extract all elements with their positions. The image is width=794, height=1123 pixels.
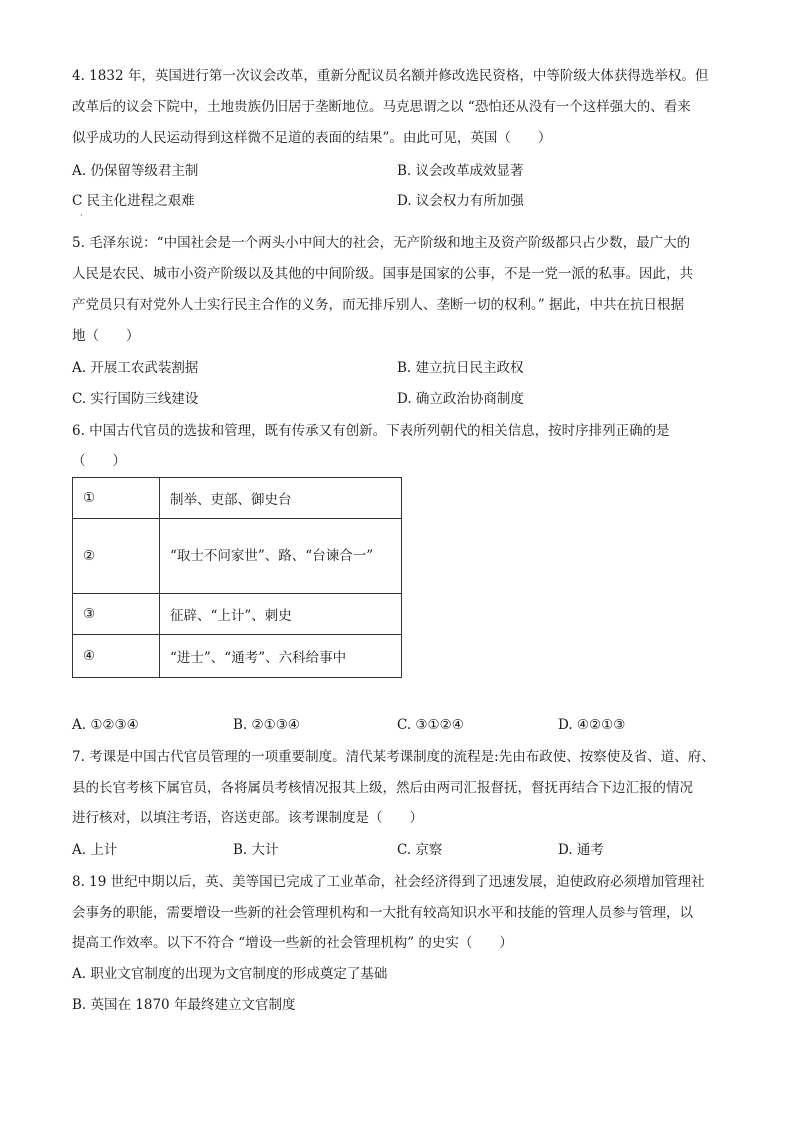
table-row	[73, 635, 402, 678]
q6-stem-line-2: （ ）	[72, 453, 126, 469]
q5-option-b[interactable]: B. 建立抗日民主政权	[397, 360, 524, 376]
table-row	[73, 519, 402, 594]
table-cell-text	[160, 519, 402, 594]
q8-option-a[interactable]: A. 职业文官制度的出现为文官制度的形成奠定了基础	[72, 966, 388, 982]
q6-option-d[interactable]: D. ④②①③	[558, 717, 626, 733]
q8-stem-line-3: 提高工作效率。以下不符合 “增设一些新的社会管理机构” 的史实（ ）	[72, 935, 513, 951]
table-row	[73, 594, 402, 635]
q4-option-c[interactable]: C 民主化进程之艰难	[72, 193, 195, 209]
table-cell-number: ①	[73, 478, 160, 519]
q7-option-b[interactable]: B. 大计	[233, 842, 279, 858]
table-cell-number: ③	[73, 594, 160, 635]
q8-stem-line-1: 8. 19 世纪中期以后，英、美等国已完成了工业革命，社会经济得到了迅速发展，迫使政府必须增加管理社	[72, 874, 705, 890]
q6-info-table	[72, 477, 402, 678]
q7-stem-line-2: 县的长官考核下属官员，各将属员考核情况报其上级，然后由两司汇报督抚，督抚再结合下边汇报的情况	[72, 780, 693, 796]
q6-option-b[interactable]: B. ②①③④	[233, 717, 300, 733]
q5-option-d[interactable]: D. 确立政治协商制度	[397, 391, 524, 407]
q4-option-b[interactable]: B. 议会改革成效显著	[397, 163, 524, 179]
q4-option-d[interactable]: D. 议会权力有所加强	[397, 193, 524, 209]
table-cell-wrapped-text: “取士不问家世”、路、“台谏合一”	[170, 548, 374, 564]
q7-option-d[interactable]: D. 通考	[558, 842, 604, 858]
q7-stem-line-3: 进行核对，以填注考语，咨送吏部。该考课制度是（ ）	[72, 810, 423, 826]
q5-stem-line-3: 产党员只有对党外人士实行民主合作的义务，而无排斥别人、垄断一切的权利。” 据此，中共在抗日根据	[72, 297, 684, 313]
q7-option-c[interactable]: C. 京察	[397, 842, 443, 858]
q5-stem-line-4: 地（ ）	[72, 328, 140, 344]
q7-option-a[interactable]: A. 上计	[72, 842, 118, 858]
q4-stem-line-1: 4. 1832 年，英国进行第一次议会改革，重新分配议员名额并修改选民资格，中等阶级大体获得选举权。但	[72, 68, 709, 84]
q4-option-a[interactable]: A. 仍保留等级君主制	[72, 163, 199, 179]
q6-stem-line-1: 6. 中国古代官员的选拔和管理，既有传承又有创新。下表所列朝代的相关信息，按时序排列正确的是	[72, 423, 670, 439]
table-row	[73, 478, 402, 519]
q5-option-c[interactable]: C. 实行国防三线建设	[72, 391, 199, 407]
table-cell-text: 征辟、“上计”、刺史	[160, 594, 402, 635]
q6-option-c[interactable]: C. ③①②④	[397, 717, 464, 733]
table-cell-number: ④	[73, 635, 160, 678]
q8-option-b[interactable]: B. 英国在 1870 年最终建立文官制度	[72, 997, 296, 1013]
q5-stem-line-2: 人民是农民、城市小资产阶级以及其他的中间阶级。国事是国家的公事，不是一党一派的私事。因此，共	[72, 266, 693, 282]
q8-stem-line-2: 会事务的职能，需要增设一些新的社会管理机构和一大批有较高知识水平和技能的管理人员参与管理，以	[72, 905, 693, 921]
q4-stem-line-3: 似乎成功的人民运动得到这样微不足道的表面的结果”。由此可见，英国（ ）	[72, 130, 552, 146]
q6-option-a[interactable]: A. ①②③④	[72, 717, 139, 733]
table-cell-text: 制举、吏部、御史台	[160, 478, 402, 519]
q5-stem-line-1: 5. 毛泽东说：“中国社会是一个两头小中间大的社会，无产阶级和地主及资产阶级都只占少数，最广大的	[72, 235, 691, 251]
q4-stem-line-2: 改革后的议会下院中，土地贵族仍旧居于垄断地位。马克思谓之以 “恐怕还从没有一个这样强大的、看来	[72, 99, 691, 115]
stray-mark: ·	[80, 211, 83, 220]
q7-stem-line-1: 7. 考课是中国古代官员管理的一项重要制度。清代某考课制度的流程是:先由布政使、按察使及省、道、府、	[72, 749, 715, 765]
q5-option-a[interactable]: A. 开展工农武装割据	[72, 360, 199, 376]
table-cell-number: ②	[73, 519, 160, 594]
table-cell-text: “进士”、“通考”、六科给事中	[160, 635, 402, 678]
